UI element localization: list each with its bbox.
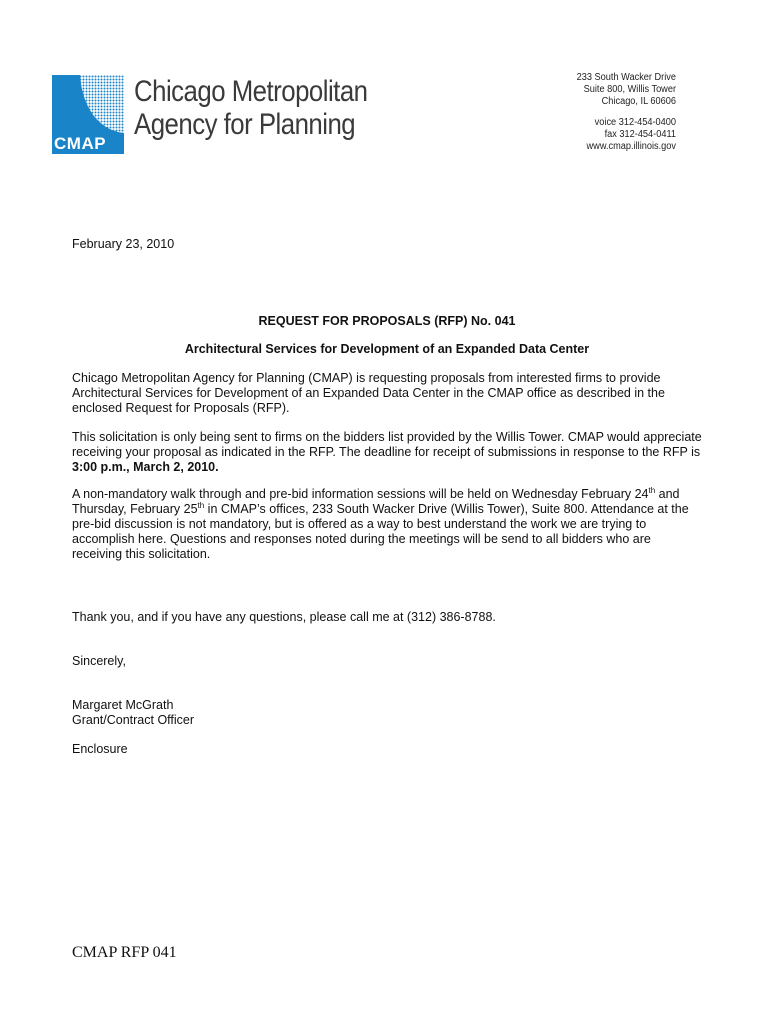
fax-number: fax 312-454-0411 [604,129,676,140]
organization-name [134,75,367,141]
address-line3: Chicago, IL 60606 [601,96,676,107]
address-line2: Suite 800, Willis Tower [583,84,676,95]
signer-name: Margaret McGrath [72,698,174,712]
walkthrough-text-2: and Thursday, February 25 [72,487,680,516]
website-link[interactable]: www.cmap.illinois.gov [586,141,676,152]
deadline-text: This solicitation is only being sent to firms on the bidders list provided by the Willis Tower. CMAP would appreciate receiving your proposal as indicated in the RFP. The deadline for receipt of submissions in response to the RFP is [72,430,702,459]
paragraph-intro: Chicago Metropolitan Agency for Planning (CMAP) is requesting proposals from interested firms to provide Architectural Services for Development of an Expanded Data Center in the CMAP office as described in the enclosed Request for Proposals (RFP). [72,371,665,415]
address-line1: 233 South Wacker Drive [576,72,676,83]
logo-acronym: CMAP [54,134,107,153]
organization-name-line2: Agency for Planning [134,108,356,141]
organization-name-line1: Chicago Metropolitan [134,75,368,108]
rfp-subheading: Architectural Services for Development of an Expanded Data Center [184,342,590,356]
deadline-date: 3:00 p.m., March 2, 2010. [72,460,219,474]
closing: Sincerely, [72,654,126,668]
walkthrough-text-1: A non-mandatory walk through and pre-bid information sessions will be held on Wednesday February 24 [72,487,649,501]
cmap-logo [52,75,368,155]
signature-block [72,698,702,728]
paragraph-walkthrough [72,487,702,562]
ordinal-suffix-2: th [197,500,205,510]
rfp-heading: REQUEST FOR PROPOSALS (RFP) No. 041 [258,314,516,328]
page-footer: CMAP RFP 041 [72,944,177,961]
thanks-line: Thank you, and if you have any questions, please call me at (312) 386-8788. [72,610,496,624]
ordinal-suffix-1: th [648,485,656,495]
enclosure-note: Enclosure [72,742,128,756]
letter-date: February 23, 2010 [72,237,175,251]
voice-number: voice 312-454-0400 [594,117,676,128]
paragraph-deadline [72,430,702,475]
letterhead-address [577,72,676,153]
walkthrough-text-3: in CMAP’s offices, 233 South Wacker Drive (Willis Tower), Suite 800. Attendance at the pre-bid discussion is not mandatory, but is offered as a way to best understand the work we are trying to accomplish here. Questions and responses noted during the meetings will be send to all bidders who are receiving this solicitation. [72,502,689,561]
signer-title: Grant/Contract Officer [72,713,195,727]
